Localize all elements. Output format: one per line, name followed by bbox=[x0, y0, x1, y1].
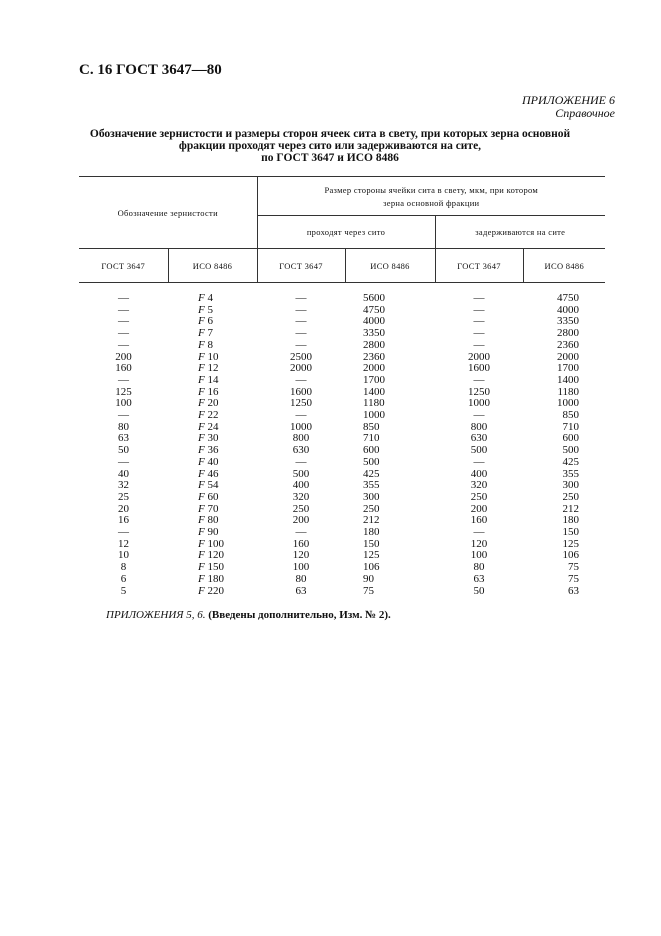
page-header: С. 16 ГОСТ 3647—80 bbox=[79, 62, 222, 78]
grit-number: 8 bbox=[207, 338, 213, 351]
table-cell: 630 bbox=[470, 432, 488, 445]
table-cell: — bbox=[295, 373, 307, 386]
table-row bbox=[79, 562, 605, 574]
grit-prefix: F bbox=[198, 303, 205, 316]
table-cell: 106 bbox=[363, 561, 380, 574]
table-cell: 80 bbox=[473, 561, 485, 574]
table-row bbox=[79, 480, 605, 492]
table-row bbox=[79, 398, 605, 410]
table-row bbox=[79, 445, 605, 457]
grit-number: 7 bbox=[207, 327, 213, 340]
table-cell: 355 bbox=[363, 479, 380, 492]
table-cell: 1400 bbox=[363, 385, 386, 398]
table-cell: 2360 bbox=[557, 338, 580, 351]
table-cell: 1400 bbox=[557, 373, 580, 386]
table-cell: 2000 bbox=[557, 350, 580, 363]
table-cell: — bbox=[118, 292, 129, 304]
table-cell: 120 bbox=[470, 537, 488, 550]
table-row bbox=[79, 457, 605, 469]
header-mesh-size-line-1: Размер стороны ячейки сита в свету, мкм, при котором bbox=[324, 184, 539, 195]
table-cell: — bbox=[118, 373, 129, 386]
grit-prefix: F bbox=[198, 584, 205, 597]
grit-number: 20 bbox=[207, 397, 219, 410]
table-cell: — bbox=[473, 303, 485, 316]
table-cell: 500 bbox=[292, 467, 310, 480]
table-row bbox=[79, 352, 605, 364]
table-cell: — bbox=[118, 327, 129, 340]
column-header: ИСО 8486 bbox=[345, 249, 435, 283]
table-cell: 90 bbox=[363, 572, 375, 585]
grit-number: 14 bbox=[207, 373, 219, 386]
grit-number: 10 bbox=[207, 350, 219, 363]
header-retained: задерживаются на сите bbox=[435, 216, 605, 249]
table-row bbox=[79, 293, 605, 305]
table-cell: 1700 bbox=[363, 373, 386, 386]
grit-number: 70 bbox=[207, 502, 219, 515]
table-cell bbox=[168, 586, 257, 598]
appendix-label bbox=[522, 94, 615, 120]
table-cell: 600 bbox=[363, 444, 380, 457]
table-cell: 100 bbox=[115, 397, 132, 410]
footer-appendices: ПРИЛОЖЕНИЯ 5, 6. bbox=[106, 609, 206, 621]
table-cell: — bbox=[295, 409, 307, 422]
table-cell: — bbox=[295, 455, 307, 468]
table-cell: — bbox=[473, 526, 485, 539]
table-cell: — bbox=[473, 327, 485, 340]
table-cell: 300 bbox=[562, 479, 580, 492]
table-row bbox=[79, 504, 605, 516]
grit-prefix: F bbox=[198, 420, 205, 433]
table-cell: 200 bbox=[115, 350, 132, 363]
table-cell: 2800 bbox=[363, 338, 386, 351]
table-cell: 1000 bbox=[363, 409, 386, 422]
table-cell: 100 bbox=[470, 549, 488, 562]
table-cell: 6 bbox=[120, 572, 127, 585]
table-cell: 20 bbox=[118, 502, 129, 515]
table-cell: — bbox=[295, 292, 307, 304]
table-cell: 250 bbox=[292, 502, 310, 515]
table-cell: 63 bbox=[473, 572, 485, 585]
table-cell: 50 bbox=[118, 444, 129, 457]
table-cell: — bbox=[295, 315, 307, 328]
table-cell: 850 bbox=[562, 409, 580, 422]
column-header: ИСО 8486 bbox=[168, 249, 257, 283]
table-cell: — bbox=[295, 338, 307, 351]
table-row bbox=[79, 305, 605, 317]
grit-number: 36 bbox=[207, 444, 219, 457]
table-cell: 710 bbox=[562, 420, 580, 433]
table-cell: 3350 bbox=[557, 315, 580, 328]
table-cell: 400 bbox=[292, 479, 310, 492]
grit-number: 80 bbox=[207, 514, 219, 527]
table-cell: 1180 bbox=[557, 385, 580, 398]
table-cell: 120 bbox=[292, 549, 310, 562]
header-pass-through: проходят через сито bbox=[257, 216, 435, 249]
table-cell: — bbox=[473, 409, 485, 422]
table-cell: 75 bbox=[363, 584, 375, 597]
table-cell: 400 bbox=[470, 467, 488, 480]
table-cell: — bbox=[473, 315, 485, 328]
grit-prefix: F bbox=[198, 327, 205, 340]
table-cell: 850 bbox=[363, 420, 380, 433]
table-cell: 425 bbox=[562, 455, 580, 468]
table-row bbox=[79, 433, 605, 445]
table-row bbox=[79, 515, 605, 527]
grit-prefix: F bbox=[198, 409, 205, 422]
table-cell: 4750 bbox=[363, 303, 386, 316]
table-cell: 40 bbox=[118, 467, 129, 480]
table-row bbox=[79, 469, 605, 481]
table-cell: — bbox=[473, 292, 485, 304]
footer-amendment: (Введены дополнительно, Изм. № 2). bbox=[208, 609, 391, 621]
table-cell: 2800 bbox=[557, 327, 580, 340]
table-cell: 4000 bbox=[557, 303, 580, 316]
table-cell: 50 bbox=[473, 584, 485, 597]
table-cell: 500 bbox=[363, 455, 380, 468]
column-header: ГОСТ 3647 bbox=[79, 249, 168, 283]
grit-prefix: F bbox=[198, 338, 205, 351]
grit-prefix: F bbox=[198, 315, 205, 328]
column-header: ИСО 8486 bbox=[523, 249, 605, 283]
grit-number: 180 bbox=[207, 572, 224, 585]
table-cell: — bbox=[118, 338, 129, 351]
table-cell: 160 bbox=[115, 362, 132, 375]
grit-prefix: F bbox=[198, 526, 205, 539]
table-cell: — bbox=[118, 526, 129, 539]
table-cell: 2360 bbox=[363, 350, 386, 363]
table-cell: 710 bbox=[363, 432, 380, 445]
table-cell: — bbox=[118, 409, 129, 422]
table-cell: 320 bbox=[292, 490, 310, 503]
table-row bbox=[79, 422, 605, 434]
grit-sieve-table bbox=[79, 176, 605, 597]
table-cell: 75 bbox=[568, 572, 580, 585]
table-cell: 355 bbox=[562, 467, 580, 480]
title-line-3: по ГОСТ 3647 и ИСО 8486 bbox=[261, 152, 399, 164]
table-cell: 3350 bbox=[363, 327, 386, 340]
table-cell: 250 bbox=[363, 502, 380, 515]
grit-number: 12 bbox=[207, 362, 219, 375]
table-cell: 425 bbox=[363, 467, 380, 480]
table-cell: 300 bbox=[363, 490, 380, 503]
table-cell: — bbox=[473, 455, 485, 468]
table-cell: 25 bbox=[118, 490, 129, 503]
table-row bbox=[79, 363, 605, 375]
table-cell: 63 bbox=[568, 584, 580, 597]
title-line-2: фракции проходят через сито или задерживаются на сите, bbox=[178, 140, 482, 152]
table-cell: 200 bbox=[470, 502, 488, 515]
table-cell: 32 bbox=[118, 479, 129, 492]
grit-number: 100 bbox=[207, 537, 224, 550]
table-cell: 160 bbox=[292, 537, 310, 550]
table-cell: 1000 bbox=[290, 420, 313, 433]
grit-number: 24 bbox=[207, 420, 219, 433]
grit-prefix: F bbox=[198, 572, 205, 585]
grit-number: 4 bbox=[207, 292, 213, 304]
appendix-type: Справочное bbox=[555, 106, 615, 120]
grit-prefix: F bbox=[198, 502, 205, 515]
header-grit-designation: Обозначение зернистости bbox=[79, 177, 257, 249]
grit-prefix: F bbox=[198, 362, 205, 375]
table-row bbox=[79, 316, 605, 328]
table-cell: 800 bbox=[292, 432, 310, 445]
table-cell: — bbox=[473, 373, 485, 386]
table-cell: 500 bbox=[562, 444, 580, 457]
grit-prefix: F bbox=[198, 350, 205, 363]
table-cell: 2000 bbox=[363, 362, 386, 375]
grit-number: 120 bbox=[207, 549, 224, 562]
table-cell: 200 bbox=[292, 514, 310, 527]
table-row bbox=[79, 586, 605, 598]
table-row bbox=[79, 550, 605, 562]
grit-number: 6 bbox=[207, 315, 213, 328]
table-cell: 125 bbox=[115, 385, 132, 398]
footer-note bbox=[106, 609, 391, 621]
table-cell: 250 bbox=[562, 490, 580, 503]
table-cell: — bbox=[473, 338, 485, 351]
table-cell: 100 bbox=[292, 561, 310, 574]
table-row bbox=[79, 387, 605, 399]
table-cell: 80 bbox=[118, 420, 129, 433]
appendix-number: ПРИЛОЖЕНИЕ 6 bbox=[522, 93, 615, 107]
table-cell: 8 bbox=[120, 561, 127, 574]
grit-prefix: F bbox=[198, 385, 205, 398]
header-mesh-size-line-2: зерна основной фракции bbox=[383, 197, 480, 208]
table-cell: 1000 bbox=[468, 397, 491, 410]
grit-prefix: F bbox=[198, 514, 205, 527]
table-cell: — bbox=[295, 303, 307, 316]
grit-prefix: F bbox=[198, 455, 205, 468]
grit-number: 220 bbox=[207, 584, 224, 597]
table-cell: 12 bbox=[118, 537, 129, 550]
table-cell: 125 bbox=[562, 537, 580, 550]
grit-number: 16 bbox=[207, 385, 219, 398]
table-cell: 10 bbox=[118, 549, 129, 562]
grit-number: 60 bbox=[207, 490, 219, 503]
table-cell: — bbox=[295, 327, 307, 340]
table-cell: 5600 bbox=[363, 292, 386, 304]
table-cell: 180 bbox=[562, 514, 580, 527]
table-cell: 1250 bbox=[468, 385, 491, 398]
table-cell: 4750 bbox=[557, 292, 580, 304]
title-line-1: Обозначение зернистости и размеры сторон ячеек сита в свету, при которых зерна основной bbox=[89, 128, 571, 140]
table-cell: 1700 bbox=[557, 362, 580, 375]
grit-prefix: F bbox=[198, 490, 205, 503]
table-cell: 4000 bbox=[363, 315, 386, 328]
header-mesh-size bbox=[257, 177, 605, 216]
grit-number: 5 bbox=[207, 303, 213, 316]
table-row bbox=[79, 410, 605, 422]
grit-prefix: F bbox=[198, 373, 205, 386]
table-cell: 2000 bbox=[468, 350, 491, 363]
table-cell: 1250 bbox=[290, 397, 313, 410]
grit-prefix: F bbox=[198, 479, 205, 492]
table-cell: 1180 bbox=[363, 397, 385, 410]
table-cell: 2000 bbox=[290, 362, 313, 375]
table-cell: — bbox=[118, 315, 129, 328]
table-cell: 320 bbox=[470, 479, 488, 492]
table-body bbox=[79, 283, 605, 598]
table-cell: — bbox=[118, 303, 129, 316]
table-cell: 150 bbox=[363, 537, 380, 550]
grit-number: 54 bbox=[207, 479, 219, 492]
table-cell: 5 bbox=[120, 584, 127, 597]
table-cell: 1000 bbox=[557, 397, 580, 410]
grit-prefix: F bbox=[198, 561, 205, 574]
grit-number: 22 bbox=[207, 409, 219, 422]
table-title bbox=[80, 128, 580, 164]
table-cell: 250 bbox=[470, 490, 488, 503]
table-cell: 1600 bbox=[468, 362, 491, 375]
table-cell: 106 bbox=[562, 549, 580, 562]
grit-prefix: F bbox=[198, 549, 205, 562]
table-row bbox=[79, 340, 605, 352]
grit-prefix: F bbox=[198, 292, 205, 304]
table-cell: 16 bbox=[118, 514, 129, 527]
table-cell: 600 bbox=[562, 432, 580, 445]
table-cell: 1600 bbox=[290, 385, 313, 398]
grit-prefix: F bbox=[198, 432, 205, 445]
table-row bbox=[79, 527, 605, 539]
table-cell: 63 bbox=[295, 584, 307, 597]
grit-prefix: F bbox=[198, 444, 205, 457]
table-cell: 180 bbox=[363, 526, 380, 539]
table-cell: 63 bbox=[118, 432, 129, 445]
table-cell: 2500 bbox=[290, 350, 313, 363]
grit-number: 150 bbox=[207, 561, 224, 574]
table-row bbox=[79, 375, 605, 387]
grit-number: 46 bbox=[207, 467, 219, 480]
table-cell: 160 bbox=[470, 514, 488, 527]
table-cell: 80 bbox=[295, 572, 307, 585]
table-cell: 212 bbox=[363, 514, 380, 527]
table-cell: — bbox=[295, 526, 307, 539]
table-row bbox=[79, 492, 605, 504]
table-cell: 630 bbox=[292, 444, 310, 457]
column-header: ГОСТ 3647 bbox=[435, 249, 523, 283]
grit-prefix: F bbox=[198, 537, 205, 550]
table-cell: 800 bbox=[470, 420, 488, 433]
table-row bbox=[79, 574, 605, 586]
grit-prefix: F bbox=[198, 397, 205, 410]
grit-number: 90 bbox=[207, 526, 219, 539]
table-cell: 125 bbox=[363, 549, 380, 562]
table-cell: — bbox=[118, 455, 129, 468]
table-row bbox=[79, 328, 605, 340]
table-cell: 500 bbox=[470, 444, 488, 457]
table-cell: 75 bbox=[568, 561, 580, 574]
table-row bbox=[79, 539, 605, 551]
grit-number: 30 bbox=[207, 432, 219, 445]
table-cell: 212 bbox=[562, 502, 580, 515]
column-header: ГОСТ 3647 bbox=[257, 249, 345, 283]
table-cell: 150 bbox=[562, 526, 580, 539]
grit-prefix: F bbox=[198, 467, 205, 480]
grit-number: 40 bbox=[207, 455, 219, 468]
